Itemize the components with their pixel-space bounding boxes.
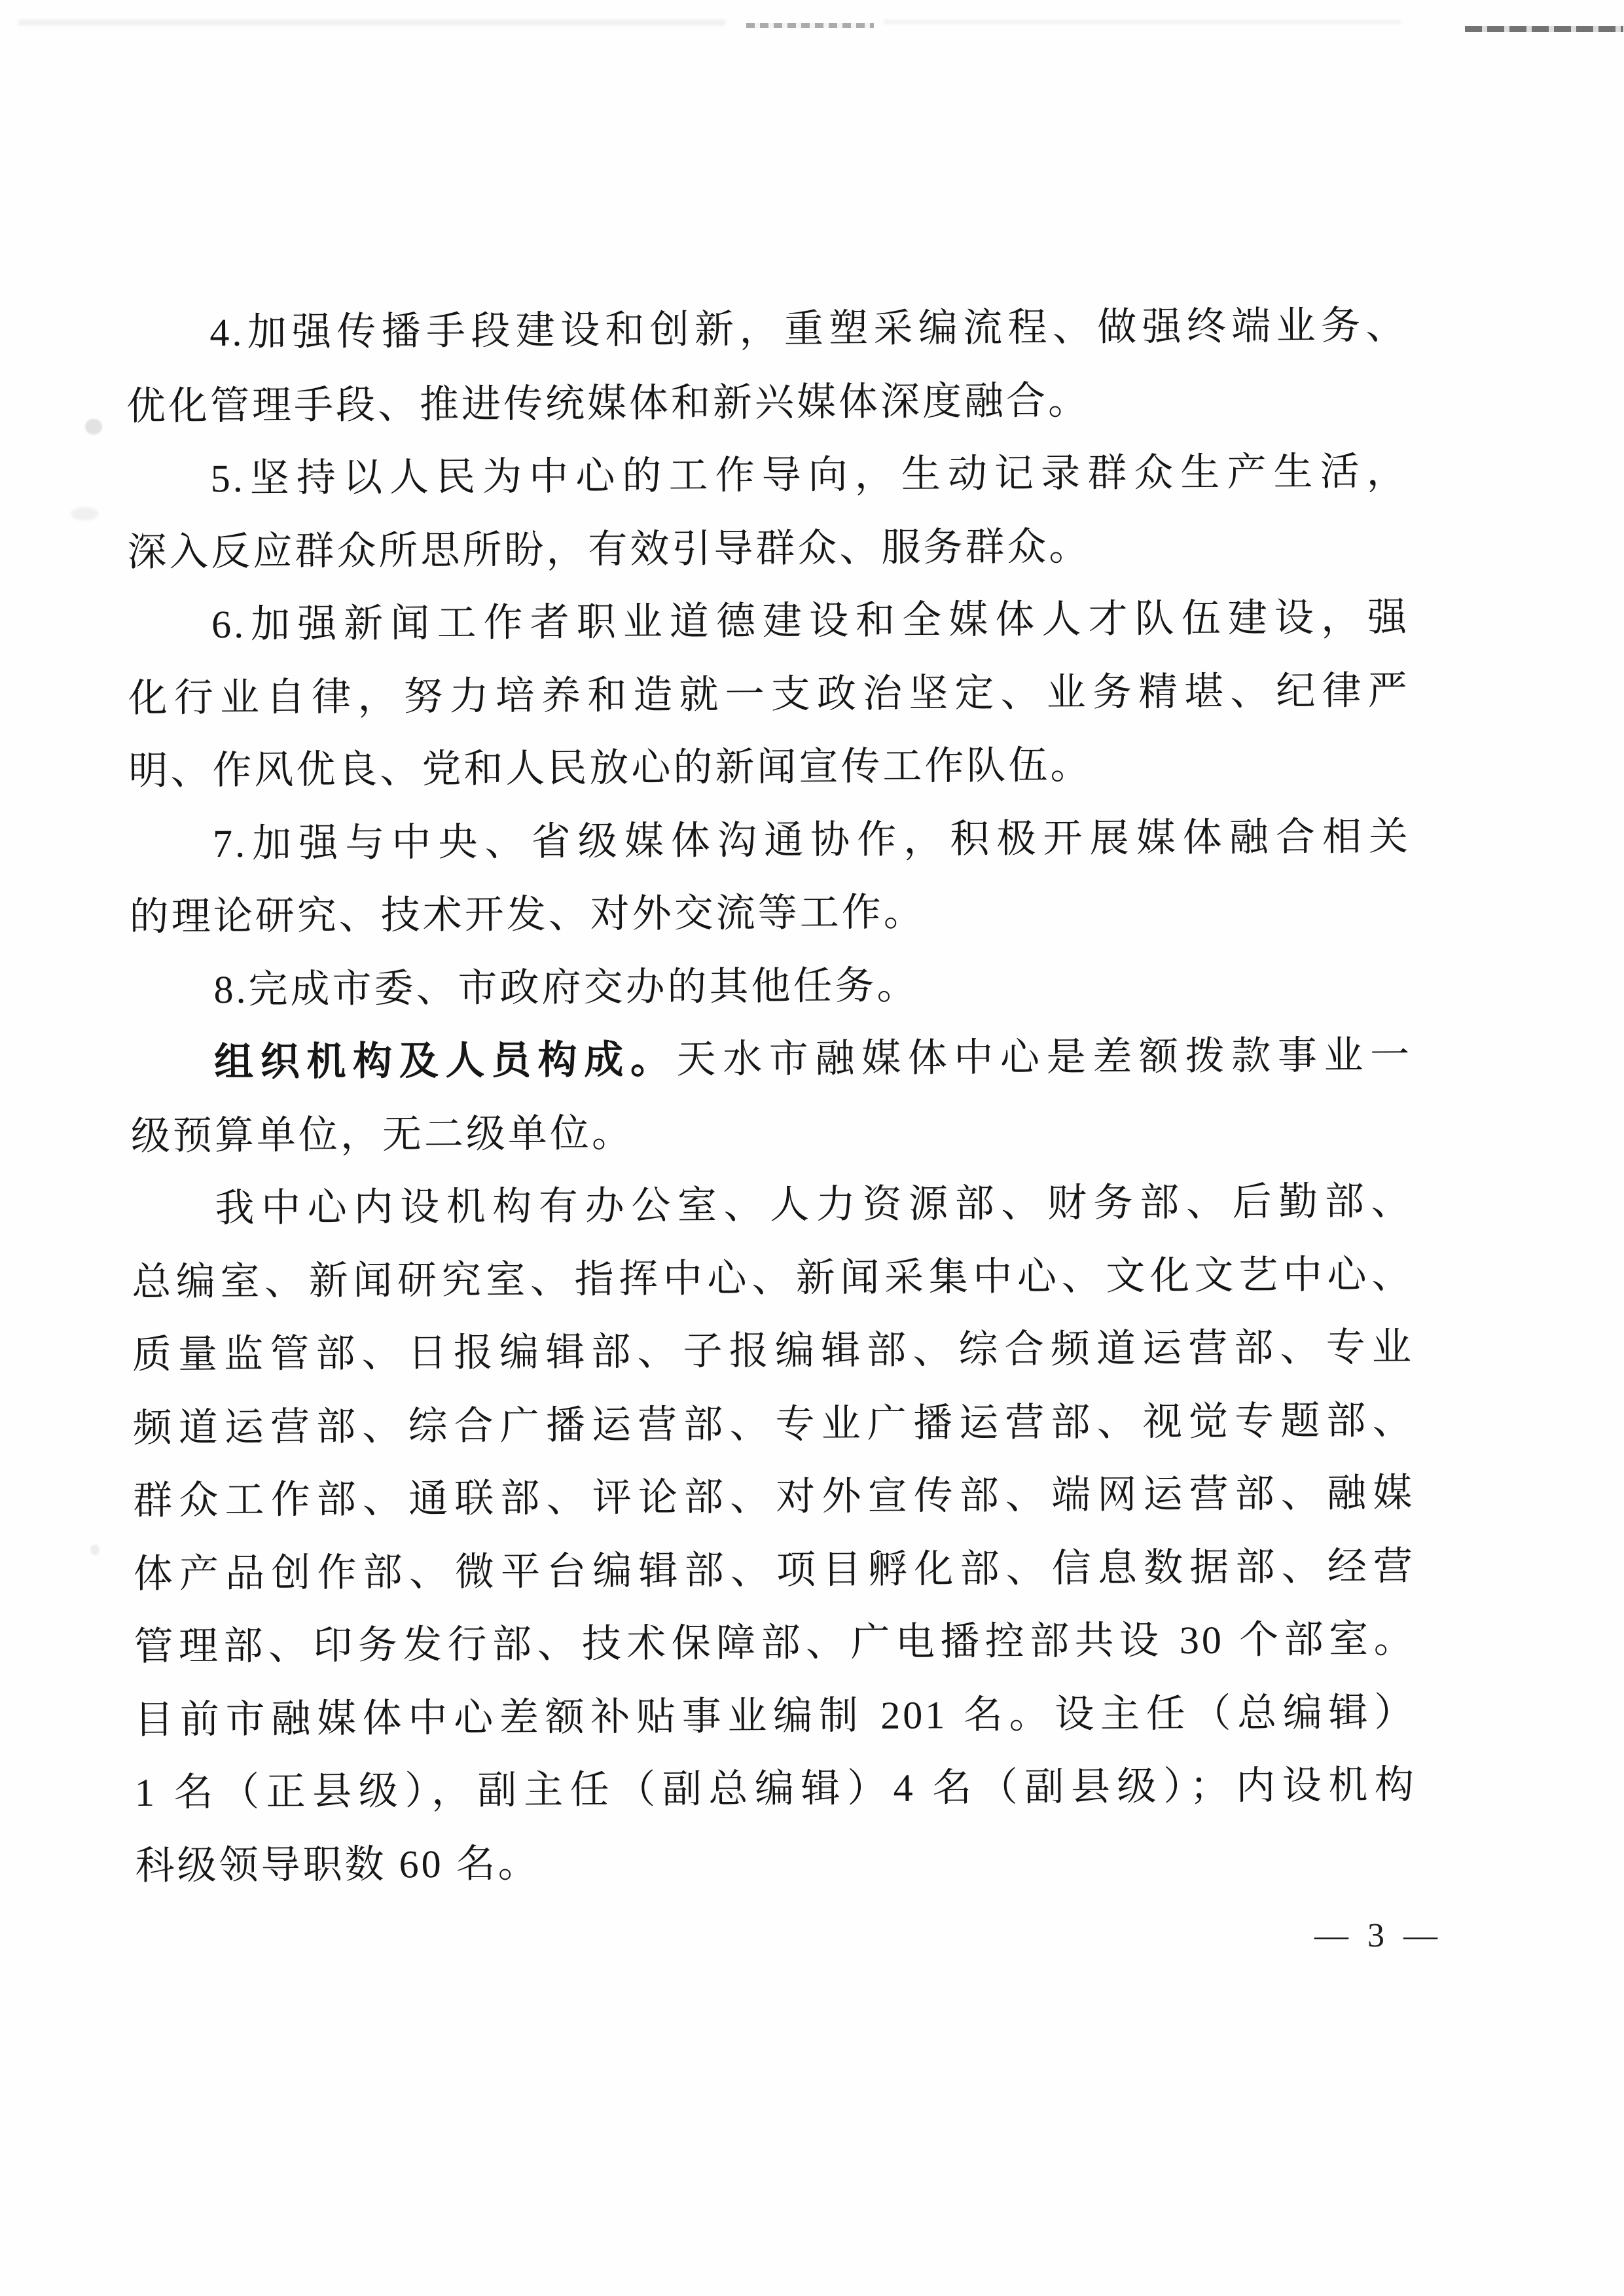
text-line [132,1238,1414,1318]
scan-artifact [85,419,102,435]
line-text: 明、作风优良、党和人民放心的新闻宣传工作队伍。 [128,743,1092,793]
line-text: 1 名（正县级），副主任（副总编辑）4 名（副县级）；内设机构 [134,1763,1417,1814]
text-line [128,581,1410,662]
scan-artifact [90,1545,99,1555]
text-line [135,1749,1417,1829]
text-line [131,1092,1413,1172]
line-text: 5.坚持以人民为中心的工作导向，生动记录群众生产生活， [210,450,1409,501]
scan-artifact [1465,26,1623,32]
text-line [135,1821,1417,1902]
line-text: 体产品创作部、微平台编辑部、项目孵化部、信息数据部、经营 [133,1544,1416,1596]
line-text: 7.加强与中央、省级媒体沟通协作，积极开展媒体融合相关 [212,814,1411,865]
text-line [126,289,1408,370]
document-body-text [126,289,1417,1903]
line-text: 6.加强新闻工作者职业道德建设和全媒体人才队伍建设，强 [211,596,1410,647]
text-line [132,1384,1415,1464]
text-line [126,435,1409,516]
line-text: 质量监管部、日报编辑部、子报编辑部、综合频道运营部、专业 [132,1325,1415,1376]
line-text: 4.加强传播手段建设和创新，重塑采编流程、做强终端业务、 [209,304,1408,355]
text-line [130,946,1412,1027]
line-text: 优化管理手段、推进传统媒体和新兴媒体深度融合。 [126,378,1091,428]
line-text: 频道运营部、综合广播运营部、专业广播运营部、视觉专题部、 [132,1398,1415,1450]
line-text: 级预算单位，无二级单位。 [130,1111,634,1158]
scan-artifact [71,507,98,520]
text-line [131,1165,1413,1246]
text-line [132,1311,1415,1391]
text-line [126,363,1409,443]
line-text: 目前市融媒体中心差额补贴事业编制 201 名。设主任（总编辑） [134,1690,1416,1742]
line-text: 总编室、新闻研究室、指挥中心、新闻采集中心、文化文艺中心、 [132,1252,1414,1304]
scan-artifact [746,23,874,28]
line-text: 科级领导职数 60 名。 [135,1841,540,1888]
page-number: — 3 — [1314,1917,1443,1954]
text-line [129,873,1411,954]
bold-heading: 组织机构及人员构成。 [213,1037,677,1085]
text-line [128,655,1410,735]
scan-artifact [18,20,725,26]
line-text: 天水市融媒体中心是差额拨款事业一 [676,1033,1413,1081]
text-line [134,1530,1416,1610]
text-line [127,509,1409,589]
line-text: 管理部、印务发行部、技术保障部、广电播控部共设 30 个部室。 [134,1617,1416,1668]
line-text: 深入反应群众所思所盼，有效引导群众、服务群众。 [127,524,1091,574]
line-text: 的理论研究、技术开发、对外交流等工作。 [129,890,926,939]
text-line [129,800,1411,881]
text-line [134,1603,1416,1683]
line-text: 化行业自律，努力培养和造就一支政治坚定、业务精堪、纪律严 [128,668,1410,720]
scan-artifact [884,20,1401,24]
text-line [128,727,1411,808]
text-line [134,1676,1416,1756]
line-text: 群众工作部、通联部、评论部、对外宣传部、端网运营部、融媒 [133,1471,1415,1522]
line-text: 我中心内设机构有办公室、人力资源部、财务部、后勤部、 [215,1179,1413,1230]
line-text: 8.完成市委、市政府交办的其他任务。 [213,963,919,1011]
text-line [130,1019,1413,1100]
text-line [133,1457,1415,1537]
